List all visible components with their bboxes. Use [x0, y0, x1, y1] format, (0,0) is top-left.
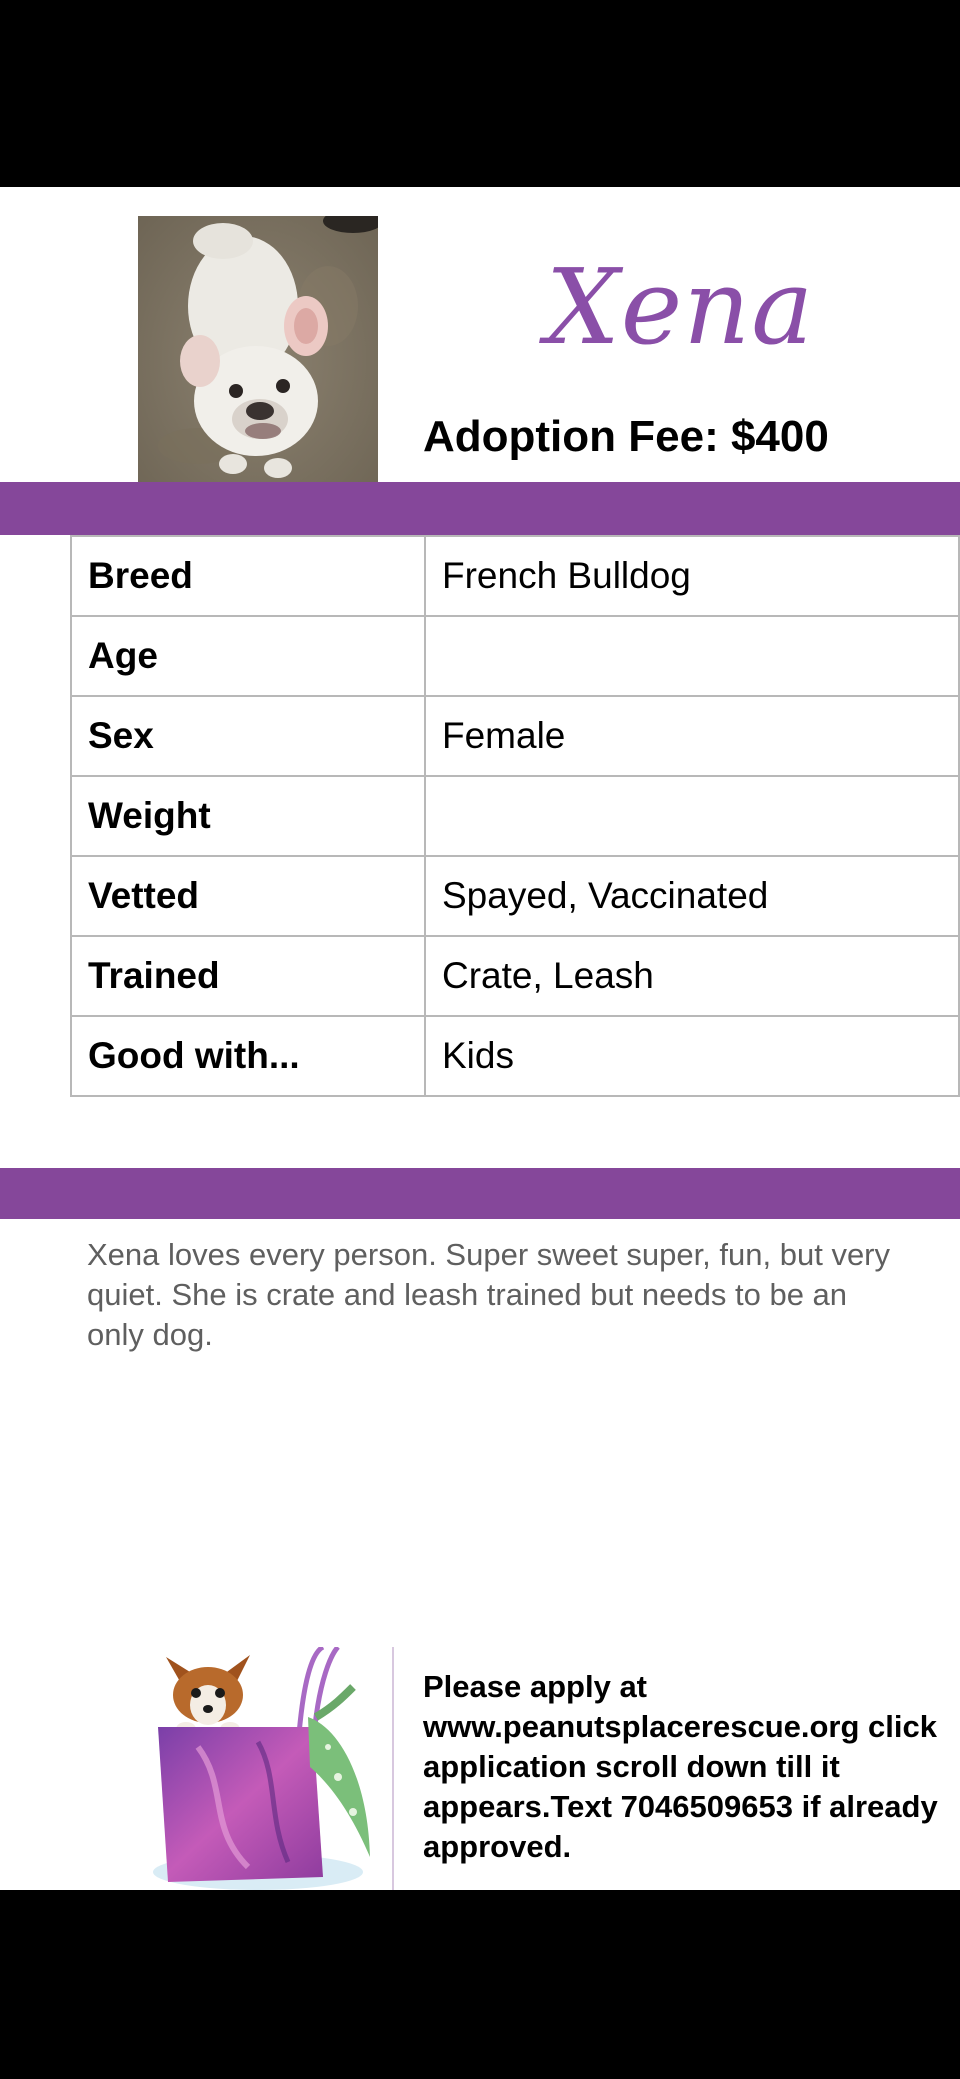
pet-details-table	[70, 535, 960, 1097]
detail-value: Spayed, Vaccinated	[425, 856, 959, 936]
detail-label: Breed	[71, 536, 425, 616]
detail-label: Weight	[71, 776, 425, 856]
table-row	[71, 856, 959, 936]
adoption-fee: Adoption Fee: $400	[423, 412, 829, 461]
pet-bio: Xena loves every person. Super sweet super, fun, but very quiet. She is crate and leash trained but needs to be an only dog.	[87, 1237, 891, 1352]
accent-band-top	[0, 482, 960, 535]
table-row	[71, 616, 959, 696]
table-row	[71, 536, 959, 616]
accent-band-middle	[0, 1168, 960, 1219]
pet-name: Xena	[545, 246, 815, 368]
detail-value: Kids	[425, 1016, 959, 1096]
rescue-logo	[138, 1647, 382, 1890]
detail-value: French Bulldog	[425, 536, 959, 616]
detail-value: Crate, Leash	[425, 936, 959, 1016]
chihuahua-in-bag-logo-icon	[138, 1647, 382, 1890]
apply-instructions: Please apply at www.peanutsplacerescue.org click application scroll down till it appears.Text 7046509653 if already approved.	[423, 1669, 938, 1864]
detail-value	[425, 616, 959, 696]
table-row	[71, 1016, 959, 1096]
detail-value: Female	[425, 696, 959, 776]
table-row	[71, 776, 959, 856]
adoption-flyer	[0, 187, 960, 1890]
detail-value	[425, 776, 959, 856]
table-row	[71, 936, 959, 1016]
detail-label: Trained	[71, 936, 425, 1016]
detail-label: Good with...	[71, 1016, 425, 1096]
detail-label: Sex	[71, 696, 425, 776]
detail-label: Vetted	[71, 856, 425, 936]
detail-label: Age	[71, 616, 425, 696]
pet-photo	[138, 216, 378, 505]
table-row	[71, 696, 959, 776]
logo-divider	[392, 1647, 394, 1890]
french-bulldog-photo-icon	[138, 216, 378, 505]
